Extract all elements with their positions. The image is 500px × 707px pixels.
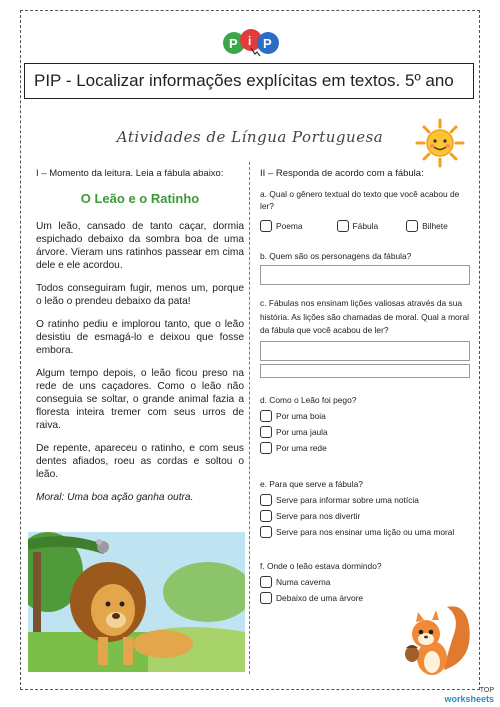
fable-paragraph: Todos conseguiram fugir, menos um, porque o leão o prendeu debaixo da pata! — [36, 283, 244, 307]
checkbox[interactable] — [260, 426, 272, 438]
option-bilhete[interactable] — [406, 220, 448, 232]
option-label: Por uma boia — [276, 410, 326, 421]
svg-text:P: P — [229, 36, 238, 51]
question-a-options — [260, 216, 470, 236]
question-f: f. Onde o leão estava dormindo? — [260, 560, 382, 571]
question-d: d. Como o Leão foi pego? — [260, 394, 357, 405]
option-label: Poema — [276, 221, 303, 231]
option-jaula[interactable] — [260, 426, 470, 438]
option-label: Numa caverna — [276, 576, 331, 587]
question-c: c. Fábulas nos ensinam lições valiosas através da sua história. As lições são chamadas de moral. Qual a moral da fábula que você acabou de ler? — [260, 298, 470, 335]
section-label: I – Momento da leitura. Leia a fábula abaixo: — [36, 168, 224, 179]
checkbox[interactable] — [260, 576, 272, 588]
checkbox[interactable] — [406, 220, 418, 232]
option-poema[interactable] — [260, 220, 303, 232]
answer-field-c2[interactable] — [260, 364, 470, 378]
checkbox[interactable] — [260, 510, 272, 522]
option-label: Bilhete — [422, 221, 448, 231]
option-boia[interactable] — [260, 410, 470, 422]
checkbox[interactable] — [260, 526, 272, 538]
option-label: Serve para nos ensinar uma lição ou uma moral — [276, 526, 455, 537]
option-informar[interactable] — [260, 494, 470, 506]
sheet-heading: Atividades de Língua Portuguesa — [116, 128, 384, 146]
question-e: e. Para que serve a fábula? — [260, 478, 363, 489]
fable-paragraph: Algum tempo depois, o leão ficou preso na rede de uns caçadores. Como o leão não conseguia se soltar, o grande animal fazia a floresta inteira tremer com seus urros de raiva. — [36, 368, 244, 431]
sun-icon — [415, 118, 465, 168]
fable-title: O Leão e o Ratinho — [80, 191, 200, 206]
checkbox[interactable] — [260, 220, 272, 232]
option-caverna[interactable] — [260, 576, 470, 588]
lion-mouse-illustration — [28, 532, 245, 672]
checkbox[interactable] — [260, 592, 272, 604]
option-label: Debaixo de uma árvore — [276, 592, 364, 603]
answer-field-b[interactable] — [260, 265, 470, 285]
checkbox[interactable] — [260, 442, 272, 454]
fable-paragraph: De repente, apareceu o ratinho, e com seus dentes afiados, roeu as cordas e soltou o leão. — [36, 443, 244, 480]
page-title: PIP - Localizar informações explícitas em textos. 5º ano — [24, 63, 474, 99]
option-label: Serve para nos divertir — [276, 510, 361, 521]
fable-moral: Moral: Uma boa ação ganha outra. — [36, 492, 194, 503]
fable-paragraph: Um leão, cansado de tanto caçar, dormia espichado debaixo da sombra boa de uma árvore. Vieram uns ratinhos passear em cima dele e ele acordou. — [36, 221, 244, 271]
option-rede[interactable] — [260, 442, 470, 454]
checkbox[interactable] — [260, 410, 272, 422]
pip-logo — [221, 24, 281, 60]
svg-text:P: P — [263, 36, 272, 51]
option-label: Por uma jaula — [276, 426, 328, 437]
reading-section — [36, 168, 244, 514]
column-divider — [249, 162, 250, 674]
answer-field-c1[interactable] — [260, 341, 470, 361]
option-label: Fábula — [352, 221, 379, 231]
fable-paragraph: O ratinho pediu e implorou tanto, que o leão desistiu de esmagá-lo e deixou que fosse embora. — [36, 319, 244, 356]
option-label: Serve para informar sobre uma notícia — [276, 494, 419, 505]
brand-top: TOP — [479, 687, 494, 694]
question-a: a. Qual o gênero textual do texto que você acabou de ler? — [260, 189, 460, 211]
option-divertir[interactable] — [260, 510, 470, 522]
brand-mark — [444, 686, 494, 704]
squirrel-icon — [396, 600, 474, 680]
checkbox[interactable] — [337, 220, 349, 232]
svg-text:i: i — [248, 34, 252, 48]
question-b: b. Quem são os personagens da fábula? — [260, 251, 412, 261]
questions-section — [260, 168, 470, 608]
brand-name: worksheets — [444, 694, 494, 704]
option-label: Por uma rede — [276, 442, 327, 453]
checkbox[interactable] — [260, 494, 272, 506]
option-fabula[interactable] — [337, 220, 379, 232]
option-licao[interactable] — [260, 526, 470, 538]
section-label: II – Responda de acordo com a fábula: — [260, 168, 424, 179]
